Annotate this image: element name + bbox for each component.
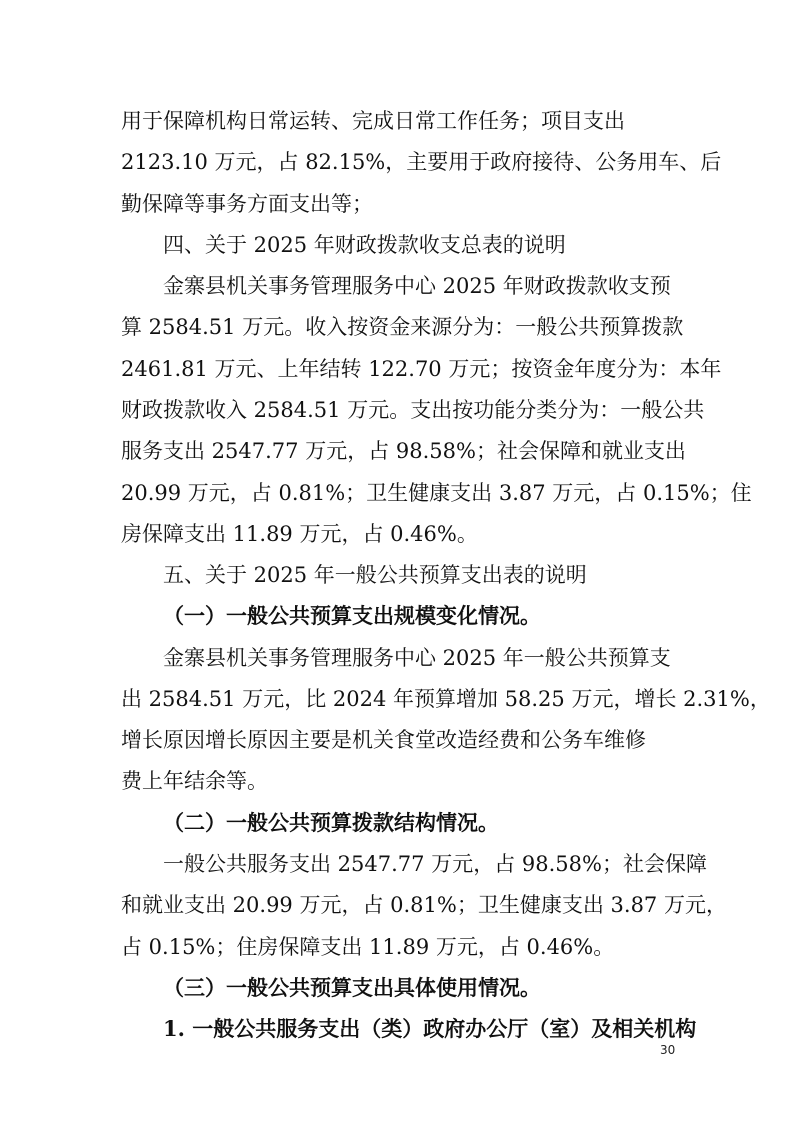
paragraph-line: 金寨县机关事务管理服务中心 2025 年一般公共预算支 xyxy=(163,646,671,670)
paragraph-line: 金寨县机关事务管理服务中心 2025 年财政拨款收支预 xyxy=(163,274,671,298)
subsection-heading-one: （一）一般公共预算支出规模变化情况。 xyxy=(163,603,541,628)
paragraph-line: 占 0.15%；住房保障支出 11.89 万元，占 0.46%。 xyxy=(121,935,615,959)
paragraph-line: 出 2584.51 万元，比 2024 年预算增加 58.25 万元，增长 2.31%， xyxy=(121,687,771,711)
paragraph-line: 20.99 万元，占 0.81%；卫生健康支出 3.87 万元，占 0.15%；住 xyxy=(121,481,752,505)
paragraph-line: 房保障支出 11.89 万元，占 0.46%。 xyxy=(121,522,478,546)
paragraph-line: 算 2584.51 万元。收入按资金来源分为：一般公共预算拨款 xyxy=(121,315,684,339)
paragraph-line: 增长原因增长原因主要是机关食堂改造经费和公务车维修 xyxy=(121,728,646,752)
paragraph-line: 财政拨款收入 2584.51 万元。支出按功能分类分为：一般公共 xyxy=(121,398,705,422)
section-heading-five: 五、关于 2025 年一般公共预算支出表的说明 xyxy=(163,563,587,587)
paragraph-line: 用于保障机构日常运转、完成日常工作任务；项目支出 xyxy=(121,109,625,133)
section-heading-four: 四、关于 2025 年财政拨款收支总表的说明 xyxy=(163,233,566,257)
paragraph-line: 2461.81 万元、上年结转 122.70 万元；按资金年度分为：本年 xyxy=(121,357,722,381)
paragraph-line: 费上年结余等。 xyxy=(121,769,268,793)
page-number: 30 xyxy=(660,1043,676,1057)
paragraph-line: 2123.10 万元，占 82.15%，主要用于政府接待、公务用车、后 xyxy=(121,150,722,174)
paragraph-line: 一般公共服务支出 2547.77 万元，占 98.58%；社会保障 xyxy=(163,852,707,876)
subsection-heading-three: （三）一般公共预算支出具体使用情况。 xyxy=(163,975,541,1000)
subsection-heading-two: （二）一般公共预算拨款结构情况。 xyxy=(163,810,499,835)
paragraph-line: 服务支出 2547.77 万元，占 98.58%；社会保障和就业支出 xyxy=(121,439,686,463)
paragraph-line: 勤保障等事务方面支出等； xyxy=(121,192,373,216)
numbered-heading-one: 1. 一般公共服务支出（类）政府办公厅（室）及相关机构 xyxy=(163,1016,697,1041)
paragraph-line: 和就业支出 20.99 万元，占 0.81%；卫生健康支出 3.87 万元， xyxy=(121,893,727,917)
